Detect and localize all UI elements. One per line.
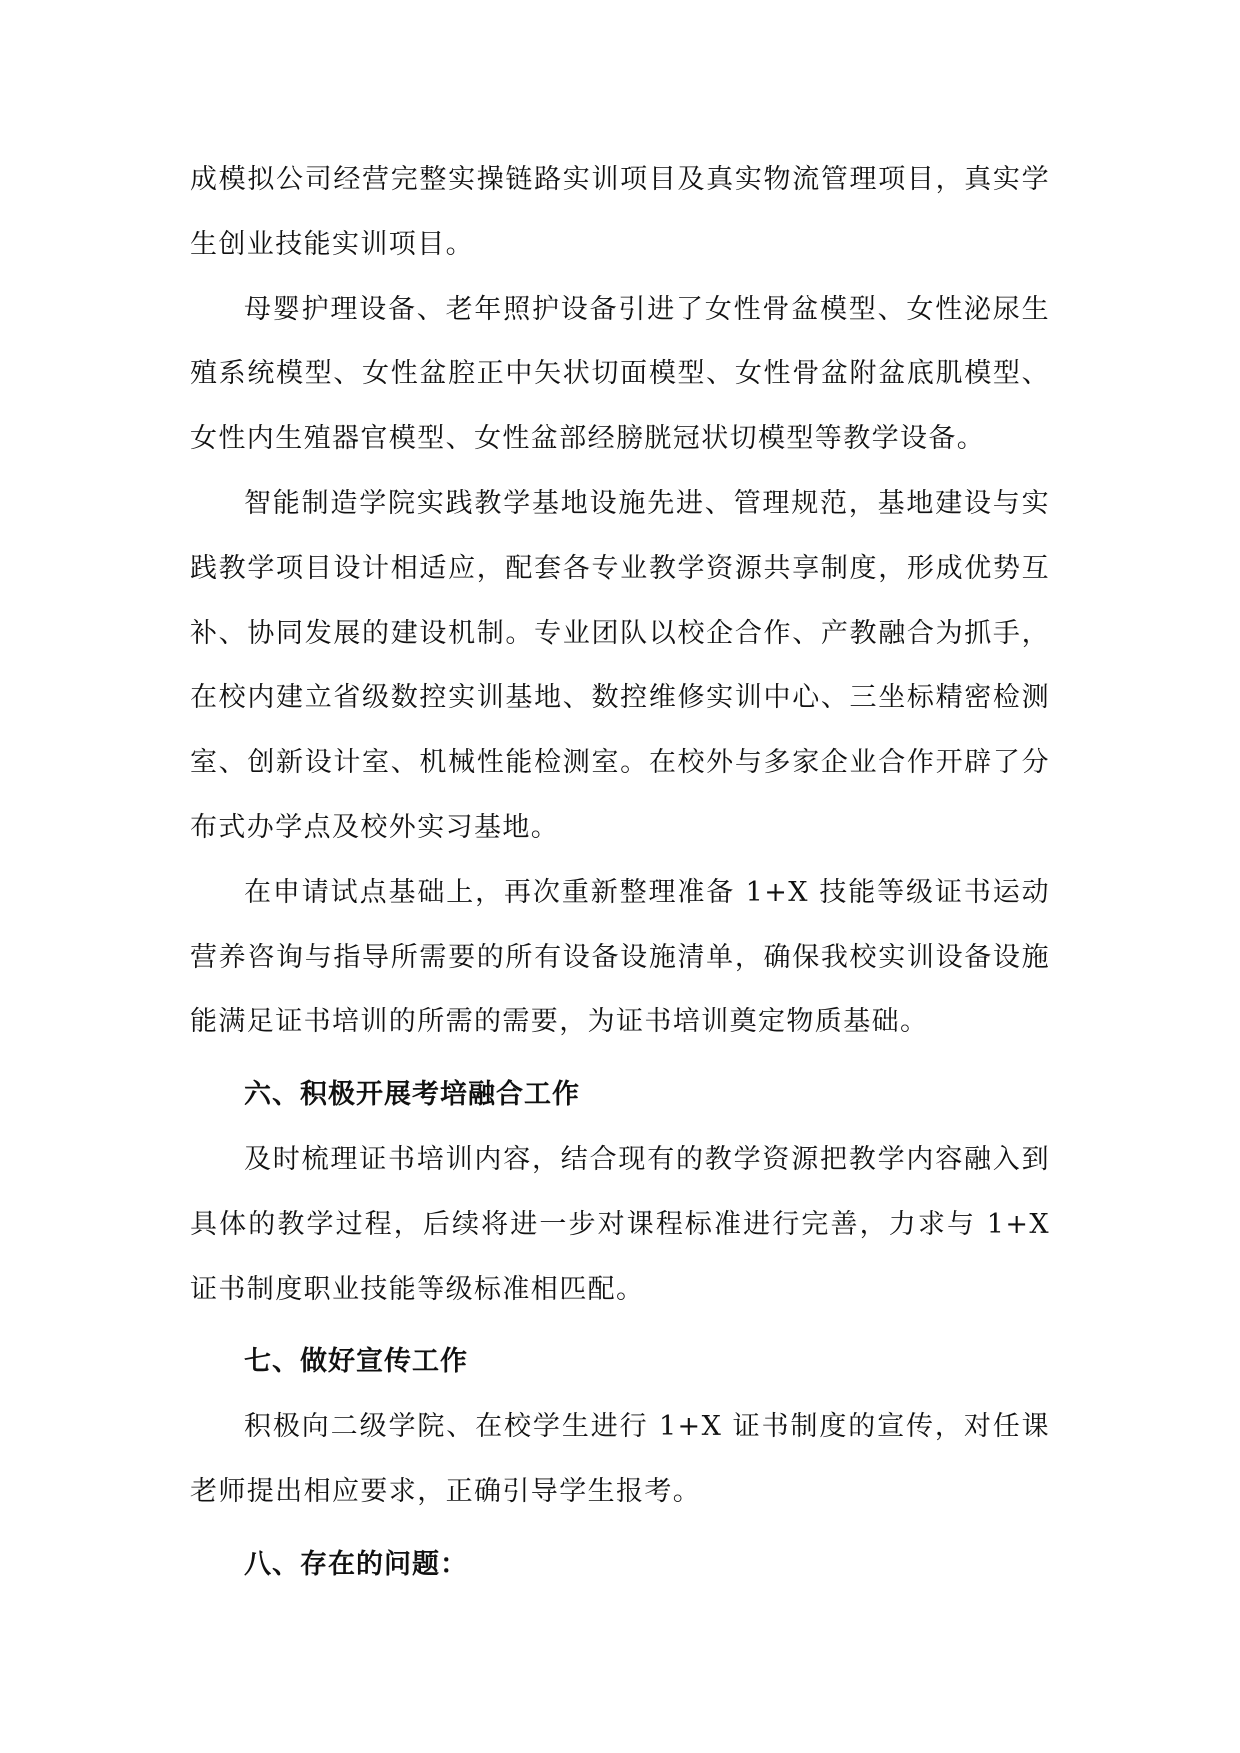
paragraph-equipment-list: 在申请试点基础上，再次重新整理准备 1+X 技能等级证书运动营养咨询与指导所需要的所有设备设施清单，确保我校实训设备设施能满足证书培训的所需的需要，为证书培训奠定物质基础。 [190,876,1050,1038]
paragraph-intelligent-manufacturing-base: 智能制造学院实践教学基地设施先进、管理规范，基地建设与实践教学项目设计相适应，配套各专业教学资源共享制度，形成优势互补、协同发展的建设机制。专业团队以校企合作、产教融合为抓手，在校内建立省级数控实训基地、数控维修实训中心、三坐标精密检测室、创新设计室、机械性能检测室。在校外与多家企业合作开辟了分布式办学点及校外实习基地。 [190,487,1050,843]
section-heading-8: 八、存在的问题： [244,1548,468,1580]
document-page [190,148,1050,1598]
section-heading-7: 七、做好宣传工作 [244,1346,468,1378]
paragraph-continuation: 成模拟公司经营完整实操链路实训项目及真实物流管理项目，真实学生创业技能实训项目。 [190,164,1050,260]
section-heading-6: 六、积极开展考培融合工作 [244,1079,580,1111]
paragraph-publicity: 积极向二级学院、在校学生进行 1+X 证书制度的宣传，对任课老师提出相应要求，正确引导学生报考。 [190,1411,1050,1507]
paragraph-training-integration: 及时梳理证书培训内容，结合现有的教学资源把教学内容融入到具体的教学过程，后续将进一步对课程标准进行完善，力求与 1+X 证书制度职业技能等级标准相匹配。 [190,1143,1050,1305]
paragraph-maternal-elderly-equipment: 母婴护理设备、老年照护设备引进了女性骨盆模型、女性泌尿生殖系统模型、女性盆腔正中矢状切面模型、女性骨盆附盆底肌模型、女性内生殖器官模型、女性盆部经膀胱冠状切模型等教学设备。 [190,293,1050,455]
